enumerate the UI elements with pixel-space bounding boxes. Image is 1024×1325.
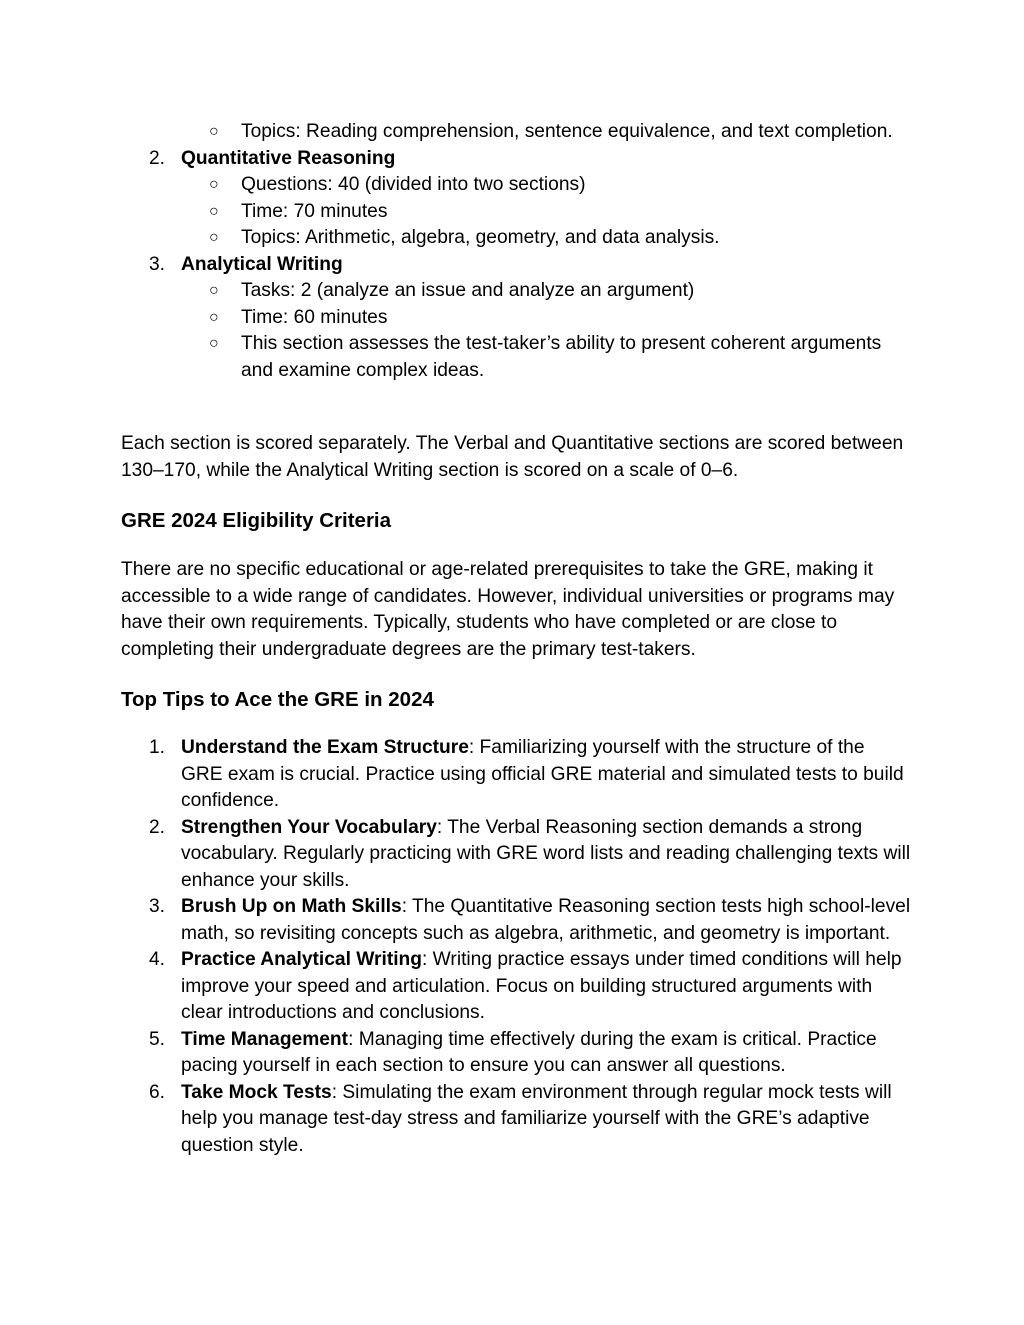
circle-bullet-icon: ○: [209, 282, 219, 299]
numbered-item: [121, 146, 911, 173]
tip-text: : Familiarizing yourself with the structure of the GRE exam is crucial. Practice using official GRE material and simulated tests to build confidence.: [181, 737, 904, 811]
tip-title: Understand the Exam Structure: [181, 737, 469, 758]
scoring-paragraph: Each section is scored separately. The Verbal and Quantitative sections are scored between 130–170, while the Analytical Writing section is scored on a scale of 0–6.: [121, 433, 904, 481]
list-item: [121, 119, 911, 146]
item-number: 5.: [149, 1028, 166, 1050]
circle-bullet-icon: ○: [209, 229, 219, 246]
tip-title: Take Mock Tests: [181, 1081, 332, 1103]
tip-text: : Managing time effectively during the exam is critical. Practice pacing yourself in each section to ensure you can answer all questions.: [181, 1028, 877, 1076]
bullet-text: Topics: Arithmetic, algebra, geometry, and data analysis.: [241, 227, 720, 248]
numbered-item: [121, 252, 911, 279]
list-item: [121, 331, 911, 384]
circle-bullet-icon: ○: [209, 335, 219, 352]
bullet-text: Topics: Reading comprehension, sentence equivalence, and text completion.: [241, 121, 893, 142]
list-item: [121, 305, 911, 332]
bullet-text: Tasks: 2 (analyze an issue and analyze an argument): [241, 280, 695, 301]
item-number: 6.: [149, 1081, 166, 1103]
list-item: [121, 225, 911, 252]
section-title: Quantitative Reasoning: [181, 147, 396, 169]
tip-item: [121, 947, 911, 1027]
bullet-text: Questions: 40 (divided into two sections): [241, 174, 586, 195]
tip-text: : Simulating the exam environment through regular mock tests will help you manage test-day stress and familiarize yourself with the GRE’s adaptive question style.: [181, 1081, 892, 1156]
tip-text: : Writing practice essays under timed conditions will help improve your speed and articulation. Focus on building structured arguments with clear introductions and conclusions.: [181, 949, 902, 1023]
circle-bullet-icon: ○: [209, 176, 219, 193]
item-number: 2.: [149, 816, 166, 838]
tip-title: Strengthen Your Vocabulary: [181, 816, 437, 838]
tips-heading: Top Tips to Ace the GRE in 2024: [121, 688, 434, 711]
item-number: 2.: [149, 147, 166, 169]
list-item: [121, 172, 911, 199]
tip-item: [121, 1080, 911, 1160]
bullet-text: Time: 70 minutes: [241, 200, 388, 222]
tip-item: [121, 894, 911, 947]
list-item: [121, 199, 911, 226]
section-title: Analytical Writing: [181, 253, 343, 275]
eligibility-paragraph: There are no specific educational or age-related prerequisites to take the GRE, making it accessible to a wide range of candidates. However, individual universities or programs may have their own requirements. Typically, students who have completed or are close to completing their undergraduate degrees are the primary test-takers.: [121, 559, 895, 660]
tip-item: [121, 735, 911, 815]
tip-title: Brush Up on Math Skills: [181, 896, 402, 917]
tip-title: Practice Analytical Writing: [181, 949, 422, 970]
tip-item: [121, 1027, 911, 1080]
item-number: 1.: [149, 737, 166, 758]
item-number: 4.: [149, 949, 166, 970]
circle-bullet-icon: ○: [209, 308, 219, 326]
list-item: [121, 278, 911, 305]
eligibility-heading: GRE 2024 Eligibility Criteria: [121, 509, 392, 532]
tips-list: [121, 735, 911, 1159]
bullet-text: This section assesses the test-taker’s ability to present coherent arguments and examine complex ideas.: [241, 333, 882, 381]
tip-title: Time Management: [181, 1028, 349, 1050]
circle-bullet-icon: ○: [209, 123, 219, 140]
tip-text: : The Verbal Reasoning section demands a strong vocabulary. Regularly practicing with GRE word lists and reading challenging texts will enhance your skills.: [181, 816, 911, 891]
bullet-text: Time: 60 minutes: [241, 306, 388, 328]
exam-sections-list: [121, 119, 911, 384]
tip-item: [121, 815, 911, 895]
item-number: 3.: [149, 253, 166, 275]
tip-text: : The Quantitative Reasoning section tests high school-level math, so revisiting concepts such as algebra, arithmetic, and geometry is important.: [181, 896, 911, 944]
item-number: 3.: [149, 896, 166, 917]
circle-bullet-icon: ○: [209, 202, 219, 220]
